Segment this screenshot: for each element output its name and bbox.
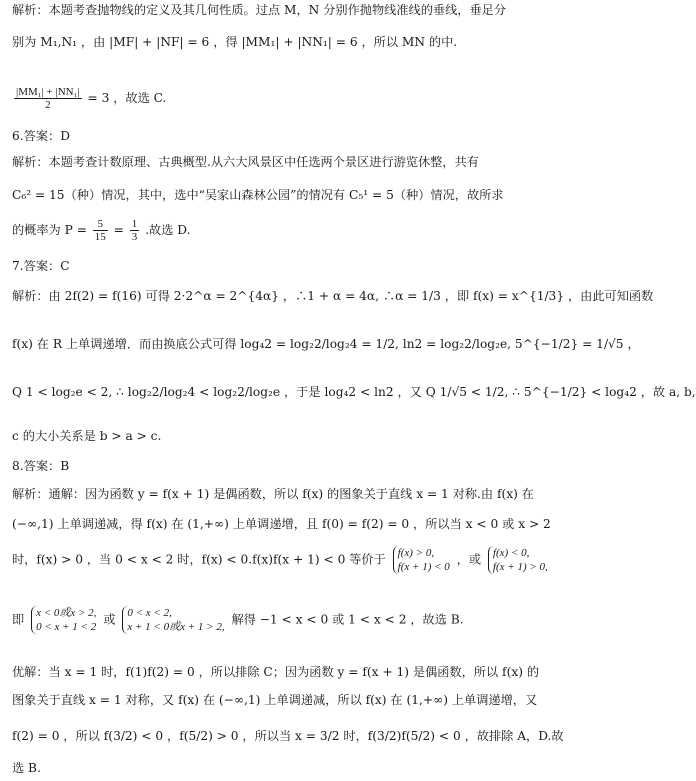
q7-answer: 7.答案：C — [12, 259, 70, 273]
q8-analysis-line1: 解析：通解：因为函数 y = f(x + 1) 是偶函数，所以 f(x) 的图象关于直线 x = 1 对称.由 f(x) 在 — [12, 487, 534, 501]
q8-system-3-row2: 0 < x + 1 < 2 — [36, 621, 97, 633]
q7-analysis-line3: Q 1 < log₂e < 2, ∴ log₂2/log₂4 < log₂2/log₂e ，于是 log₄2 < ln2 ，又 Q 1/√5 < 1/2, ∴ 5^{−1/2} < log₄2 ，故 a, b, — [12, 385, 696, 399]
q8-system-2 — [488, 546, 548, 574]
q7-analysis-line4: c 的大小关系是 b > a > c. — [12, 429, 162, 443]
q7-analysis-line2: f(x) 在 R 上单调递增．而由换底公式可得 log₄2 = log₂2/log₂4 = 1/2, ln2 = log₂2/log₂e, 5^{−1/2} = 1/√5 ， — [12, 337, 640, 351]
q8-alt-line1: 优解：当 x = 1 时，f(1)f(2) = 0 ，所以排除 C；因为函数 y = f(x + 1) 是偶函数，所以 f(x) 的 — [12, 665, 540, 679]
q8-alt-line3: f(2) = 0 ，所以 f(3/2) < 0 ，f(5/2) > 0 ，所以当 x = 3/2 时，f(3/2)f(5/2) < 0 ，故排除 A，D.故 — [12, 729, 564, 743]
q8-or-2: 或 — [103, 612, 116, 627]
q6-fraction-1 — [93, 218, 108, 243]
q5-result-line — [12, 86, 515, 111]
q8-system-1-row1: f(x) > 0, — [397, 547, 435, 559]
q8-answer: 8.答案：B — [12, 459, 70, 473]
q6-analysis-line3 — [12, 218, 515, 243]
q5-fraction-denominator: 2 — [45, 99, 51, 111]
q6-probability-suffix: .故选 D. — [145, 223, 191, 237]
q6-fraction-2 — [130, 218, 140, 243]
q8-analysis-line2: (−∞,1) 上单调递减，得 f(x) 在 (1,+∞) 上单调递增，且 f(0) = f(2) = 0 ，所以当 x < 0 或 x > 2 — [12, 517, 551, 531]
q8-system-3 — [31, 606, 96, 634]
q6-analysis-line2: C₆² = 15（种）情况，其中，选中“吴家山森林公园”的情况有 C₅¹ = 5（种）情况，故所求 — [12, 188, 504, 202]
q8-alt-line4: 选 B. — [12, 761, 41, 775]
q6-fraction-2-denominator: 3 — [131, 231, 138, 243]
q8-line3-prefix: 时，f(x) > 0 ，当 0 < x < 2 时，f(x) < 0.f(x)f(x + 1) < 0 等价于 — [12, 552, 386, 567]
q8-system-2-row1: f(x) < 0, — [492, 547, 530, 559]
q5-analysis-line2: 别为 M₁,N₁ ，由 |MF| + |NF| = 6 ，得 |MM₁| + |NN₁| = 6 ，所以 MN 的中. — [12, 35, 458, 49]
q8-system-4-row1: 0 < x < 2, — [127, 607, 172, 619]
q8-alt-line2: 图象关于直线 x = 1 对称，又 f(x) 在 (−∞,1) 上单调递减，所以 f(x) 在 (1,+∞) 上单调递增，又 — [12, 693, 538, 707]
q8-line4-prefix: 即 — [12, 612, 25, 627]
q6-equals: = — [113, 223, 124, 237]
q8-system-4 — [122, 606, 224, 634]
q5-fraction — [14, 86, 82, 111]
q8-system-2-row2: f(x + 1) > 0, — [492, 561, 548, 573]
q5-result-text: = 3 ，故选 C. — [87, 91, 167, 105]
q8-system-1 — [393, 546, 450, 574]
q8-line4-suffix: 解得 −1 < x < 0 或 1 < x < 2 ，故选 B. — [231, 612, 464, 627]
q6-answer: 6.答案：D — [12, 129, 70, 143]
q7-analysis-line1: 解析：由 2f(2) = f(16) 可得 2·2^α = 2^{4α} ，∴1 + α = 4α, ∴α = 1/3 ，即 f(x) = x^{1/3} ，由此可知函数 — [12, 289, 654, 303]
q8-system-4-row2: x + 1 < 0或x + 1 > 2, — [127, 621, 225, 633]
q6-fraction-1-numerator: 5 — [93, 218, 108, 231]
q8-system-1-row2: f(x + 1) < 0 — [397, 561, 450, 573]
q6-analysis-line1: 解析：本题考查计数原理、古典概型.从六大风景区中任选两个景区进行游览休整，共有 — [12, 155, 479, 169]
q6-fraction-2-numerator: 1 — [131, 218, 138, 230]
q8-analysis-line3 — [12, 546, 548, 574]
q8-system-3-row1: x < 0或x > 2, — [36, 607, 97, 619]
q5-analysis-line1: 解析：本题考查抛物线的定义及其几何性质。过点 M，N 分别作抛物线准线的垂线，垂足分 — [12, 3, 507, 17]
q5-fraction-numerator: |MM₁| + |NN₁| — [16, 86, 80, 98]
q6-probability-prefix: 的概率为 P = — [12, 223, 87, 237]
q8-or: ，或 — [456, 552, 482, 567]
q8-analysis-line4 — [12, 606, 515, 634]
q6-fraction-1-denominator: 15 — [94, 231, 106, 243]
